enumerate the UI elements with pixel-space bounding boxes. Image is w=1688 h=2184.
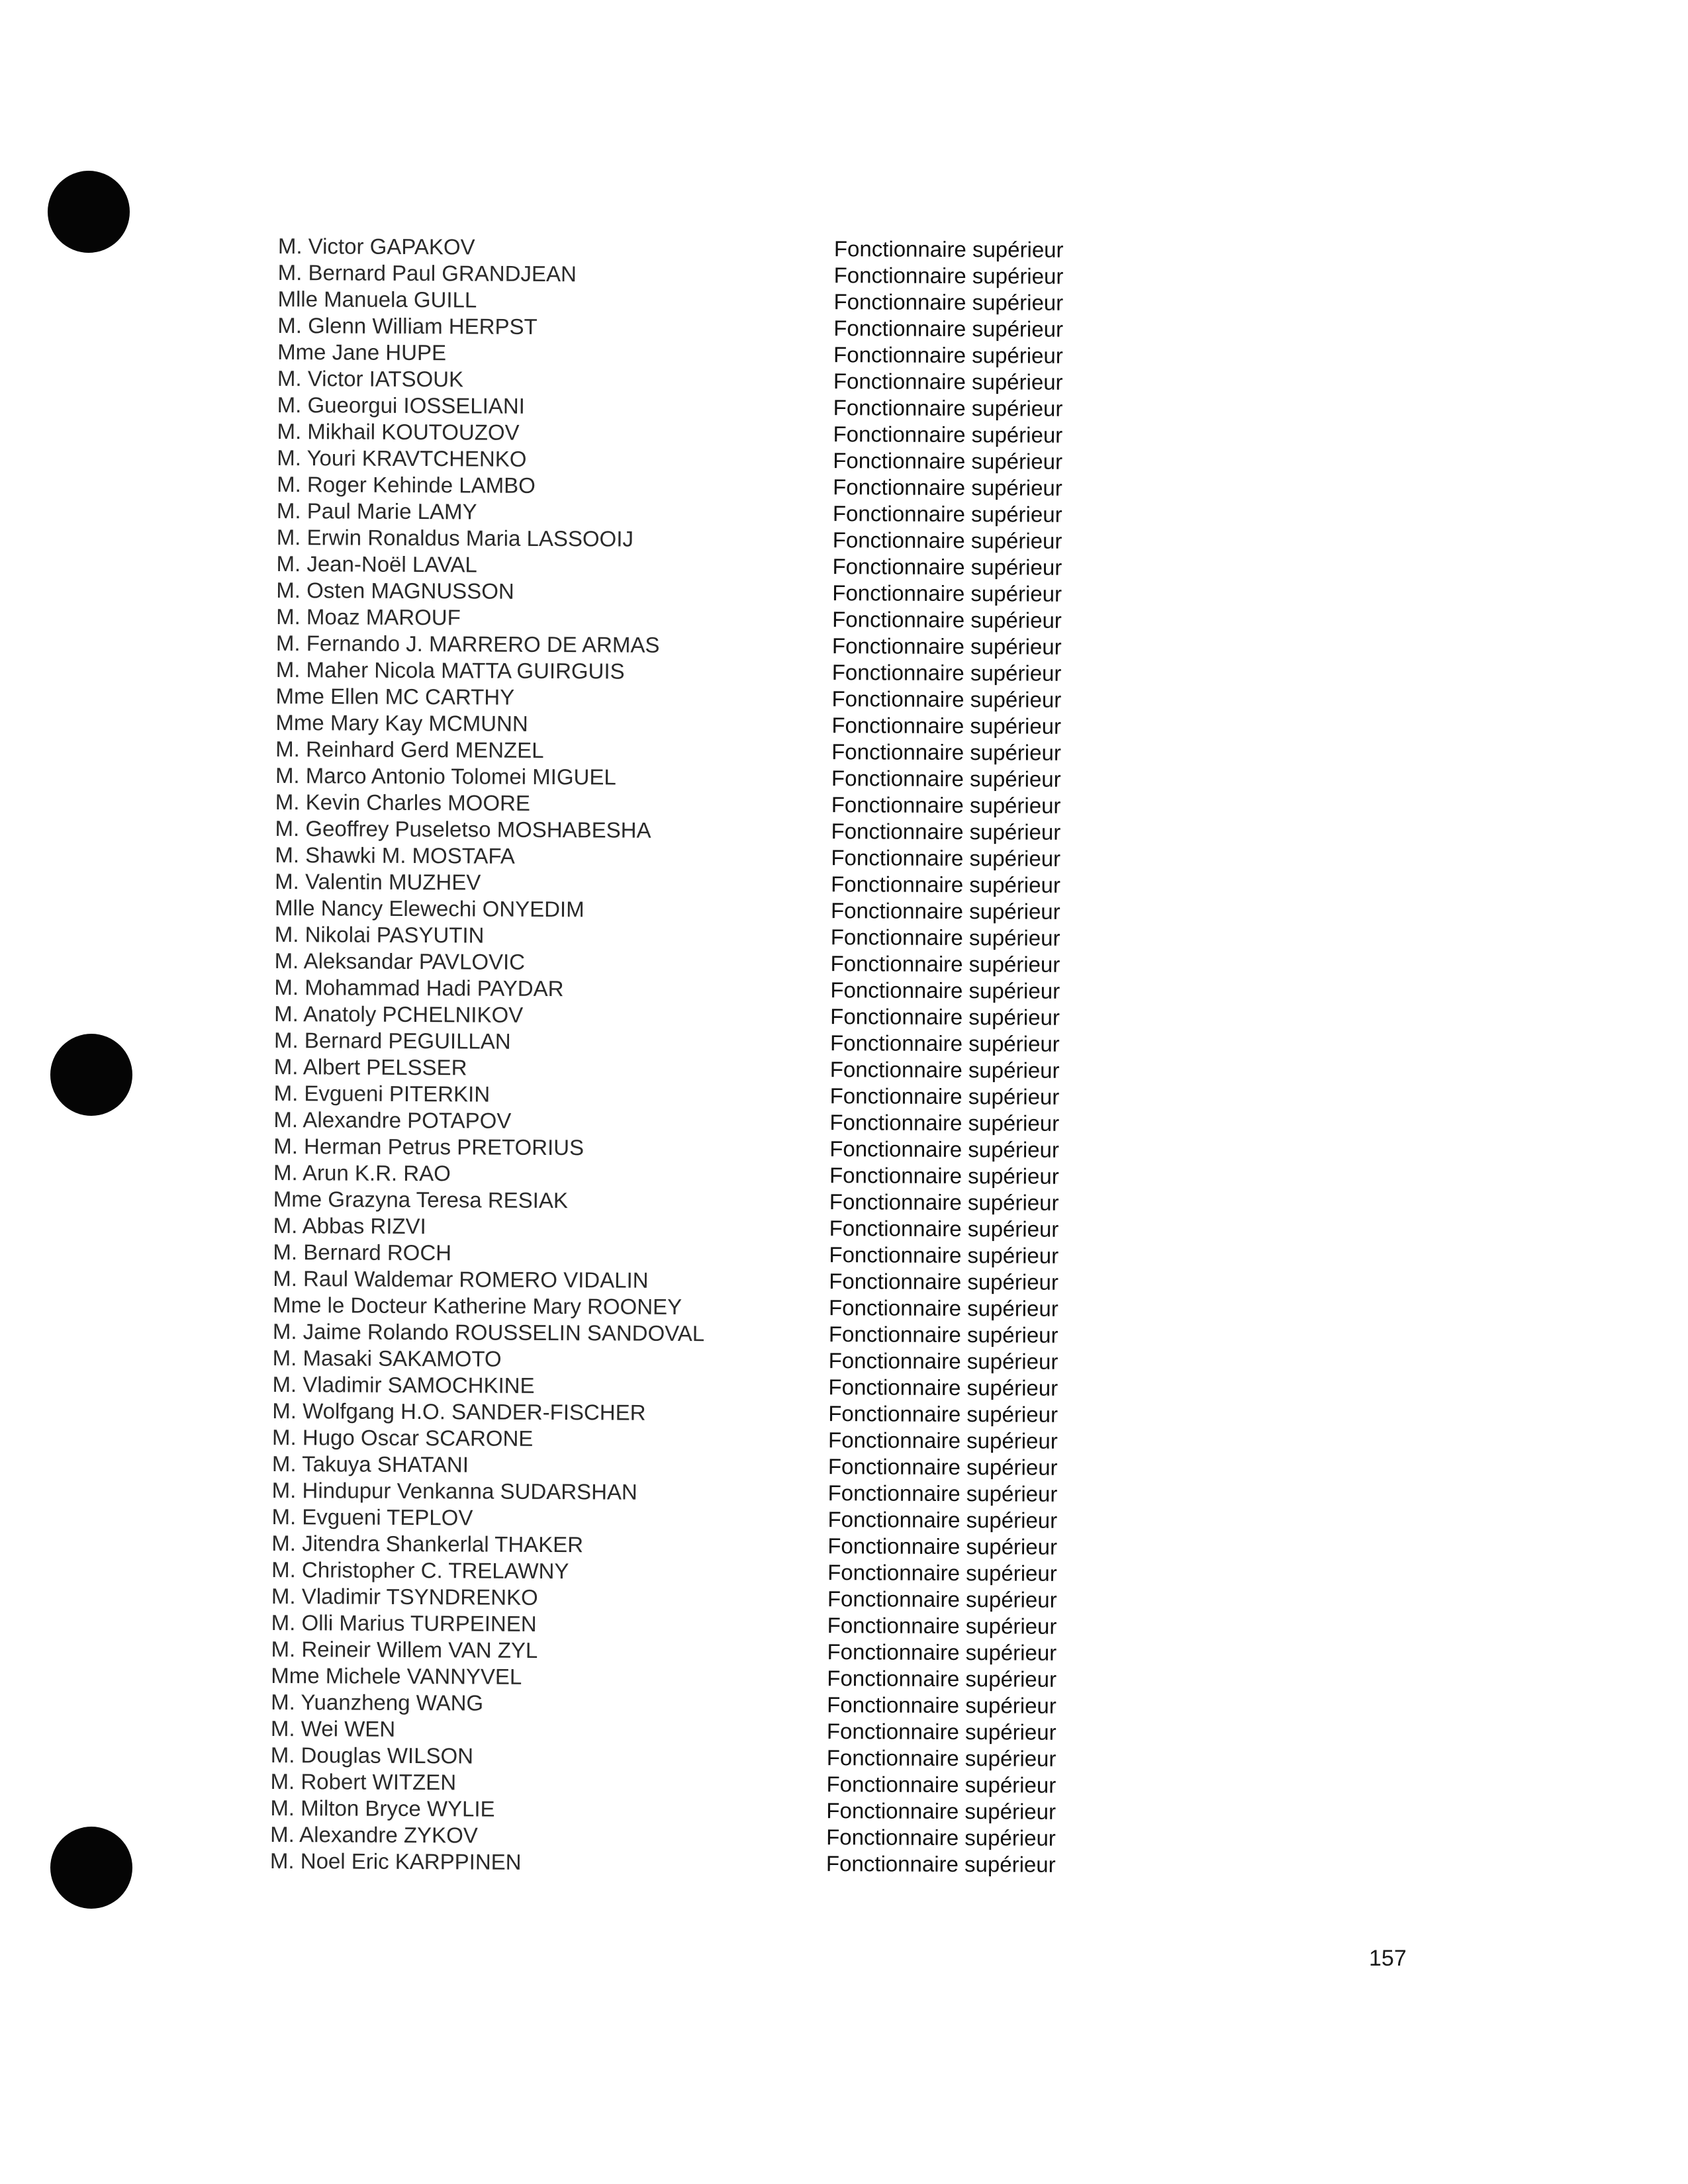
person-name: M. Victor IATSOUK bbox=[277, 365, 464, 392]
person-name: M. Victor GAPAKOV bbox=[277, 234, 475, 259]
person-name: M. Wolfgang H.O. SANDER-FISCHER bbox=[272, 1398, 646, 1425]
person-title: Fonctionnaire supérieur bbox=[827, 1613, 1057, 1639]
person-name: M. Hugo Oscar SCARONE bbox=[272, 1424, 534, 1451]
person-title: Fonctionnaire supérieur bbox=[828, 1428, 1058, 1453]
roster-row bbox=[273, 1107, 1147, 1137]
person-title: Fonctionnaire supérieur bbox=[833, 369, 1063, 394]
roster-row bbox=[271, 1689, 1145, 1719]
roster-row bbox=[276, 604, 1150, 634]
person-title: Fonctionnaire supérieur bbox=[829, 1136, 1060, 1162]
roster-row bbox=[275, 815, 1149, 846]
roster-row bbox=[276, 577, 1150, 608]
roster-row bbox=[272, 1398, 1146, 1428]
roster-row bbox=[275, 683, 1149, 713]
roster-row bbox=[274, 1001, 1148, 1031]
person-name: M. Jitendra Shankerlal THAKER bbox=[271, 1530, 584, 1557]
person-name: M. Noel Eric KARPPINEN bbox=[269, 1848, 522, 1874]
person-name: M. Mikhail KOUTOUZOV bbox=[277, 418, 520, 445]
roster-row bbox=[276, 551, 1150, 581]
roster-row bbox=[277, 524, 1150, 555]
page-number: 157 bbox=[1369, 1946, 1407, 1971]
person-name: M. Jean-Noël LAVAL bbox=[276, 551, 477, 577]
person-title: Fonctionnaire supérieur bbox=[827, 1480, 1058, 1506]
person-title: Fonctionnaire supérieur bbox=[828, 1295, 1058, 1321]
roster-row bbox=[273, 1212, 1147, 1243]
roster-row bbox=[272, 1424, 1146, 1455]
person-title: Fonctionnaire supérieur bbox=[829, 1030, 1060, 1056]
person-title: Fonctionnaire supérieur bbox=[833, 448, 1063, 474]
person-title: Fonctionnaire supérieur bbox=[828, 1348, 1058, 1374]
person-name: M. Abbas RIZVI bbox=[273, 1212, 426, 1239]
person-name: M. Masaki SAKAMOTO bbox=[272, 1345, 502, 1371]
roster-row bbox=[275, 948, 1149, 978]
person-title: Fonctionnaire supérieur bbox=[829, 1269, 1059, 1295]
roster-row bbox=[276, 657, 1150, 687]
person-title: Fonctionnaire supérieur bbox=[830, 1004, 1060, 1030]
person-title: Fonctionnaire supérieur bbox=[826, 1719, 1056, 1745]
roster-row bbox=[273, 1133, 1147, 1163]
roster-row bbox=[273, 1160, 1147, 1190]
roster-row bbox=[271, 1742, 1145, 1772]
person-name: M. Evgueni TEPLOV bbox=[271, 1504, 473, 1530]
person-title: Fonctionnaire supérieur bbox=[831, 792, 1061, 818]
person-name: M. Albert PELSSER bbox=[273, 1054, 467, 1080]
person-title: Fonctionnaire supérieur bbox=[831, 686, 1062, 712]
person-title: Fonctionnaire supérieur bbox=[826, 1798, 1056, 1824]
person-name: M. Yuanzheng WANG bbox=[271, 1689, 484, 1715]
person-title: Fonctionnaire supérieur bbox=[829, 1163, 1059, 1189]
roster-row bbox=[275, 736, 1149, 766]
person-name: Mme Ellen MC CARTHY bbox=[275, 683, 515, 709]
person-title: Fonctionnaire supérieur bbox=[833, 422, 1063, 447]
person-title: Fonctionnaire supérieur bbox=[831, 766, 1061, 792]
roster-row bbox=[277, 445, 1150, 475]
person-title: Fonctionnaire supérieur bbox=[831, 713, 1062, 739]
person-title: Fonctionnaire supérieur bbox=[827, 1560, 1057, 1586]
roster-row bbox=[277, 418, 1150, 449]
person-name: M. Valentin MUZHEV bbox=[275, 868, 481, 895]
person-title: Fonctionnaire supérieur bbox=[831, 660, 1062, 686]
person-title: Fonctionnaire supérieur bbox=[827, 1507, 1058, 1533]
roster-row bbox=[273, 1318, 1147, 1349]
punch-hole bbox=[50, 1827, 132, 1909]
person-name: M. Bernard Paul GRANDJEAN bbox=[277, 259, 577, 287]
person-name: M. Youri KRAVTCHENKO bbox=[277, 445, 527, 471]
person-title: Fonctionnaire supérieur bbox=[826, 1825, 1056, 1850]
staff-roster-list bbox=[270, 233, 1152, 1878]
person-title: Fonctionnaire supérieur bbox=[833, 236, 1064, 262]
person-name: M. Takuya SHATANI bbox=[271, 1451, 469, 1477]
person-name: Mlle Nancy Elewechi ONYEDIM bbox=[274, 895, 585, 922]
person-title: Fonctionnaire supérieur bbox=[832, 501, 1062, 527]
person-title: Fonctionnaire supérieur bbox=[829, 1110, 1060, 1136]
roster-row bbox=[278, 259, 1152, 290]
person-name: M. Maher Nicola MATTA GUIRGUIS bbox=[275, 657, 625, 684]
person-name: M. Shawki M. MOSTAFA bbox=[275, 842, 515, 868]
person-title: Fonctionnaire supérieur bbox=[830, 978, 1060, 1003]
person-name: M. Nikolai PASYUTIN bbox=[274, 921, 485, 948]
roster-row bbox=[277, 312, 1151, 343]
person-title: Fonctionnaire supérieur bbox=[826, 1745, 1056, 1771]
roster-row bbox=[278, 233, 1152, 263]
person-title: Fonctionnaire supérieur bbox=[827, 1639, 1057, 1665]
person-name: Mme Michele VANNYVEL bbox=[271, 1662, 522, 1689]
person-title: Fonctionnaire supérieur bbox=[831, 739, 1061, 765]
person-name: M. Hindupur Venkanna SUDARSHAN bbox=[271, 1477, 637, 1504]
person-title: Fonctionnaire supérieur bbox=[833, 289, 1064, 315]
person-name: M. Aleksandar PAVLOVIC bbox=[274, 948, 526, 974]
person-title: Fonctionnaire supérieur bbox=[831, 819, 1061, 844]
person-title: Fonctionnaire supérieur bbox=[829, 1189, 1059, 1215]
person-name: M. Robert WITZEN bbox=[270, 1768, 457, 1795]
roster-row bbox=[273, 1186, 1147, 1216]
person-name: M. Reineir Willem VAN ZYL bbox=[271, 1636, 538, 1662]
person-name: M. Herman Petrus PRETORIUS bbox=[273, 1133, 585, 1160]
person-title: Fonctionnaire supérieur bbox=[832, 527, 1062, 553]
person-name: M. Wei WEN bbox=[270, 1715, 396, 1741]
punch-hole bbox=[48, 171, 130, 253]
roster-row bbox=[275, 762, 1149, 793]
person-name: M. Erwin Ronaldus Maria LASSOOIJ bbox=[276, 524, 634, 551]
person-name: Mme Jane HUPE bbox=[277, 339, 447, 365]
person-name: M. Kevin Charles MOORE bbox=[275, 789, 530, 815]
person-name: M. Fernando J. MARRERO DE ARMAS bbox=[275, 630, 660, 657]
roster-row bbox=[271, 1662, 1145, 1693]
person-name: Mme Grazyna Teresa RESIAK bbox=[273, 1186, 569, 1213]
roster-row bbox=[277, 365, 1151, 396]
roster-row bbox=[271, 1636, 1145, 1666]
person-title: Fonctionnaire supérieur bbox=[833, 395, 1063, 421]
person-title: Fonctionnaire supérieur bbox=[827, 1692, 1056, 1718]
person-name: M. Vladimir SAMOCHKINE bbox=[272, 1371, 535, 1398]
person-name: M. Mohammad Hadi PAYDAR bbox=[274, 974, 564, 1001]
person-name: M. Christopher C. TRELAWNY bbox=[271, 1557, 569, 1584]
roster-row bbox=[273, 1292, 1147, 1322]
roster-row bbox=[277, 392, 1151, 422]
person-name: M. Osten MAGNUSSON bbox=[276, 577, 514, 604]
person-title: Fonctionnaire supérieur bbox=[827, 1586, 1057, 1612]
roster-row bbox=[270, 1848, 1144, 1878]
person-title: Fonctionnaire supérieur bbox=[832, 580, 1062, 606]
person-name: M. Geoffrey Puseletso MOSHABESHA bbox=[275, 815, 651, 842]
person-name: M. Olli Marius TURPEINEN bbox=[271, 1610, 537, 1636]
person-title: Fonctionnaire supérieur bbox=[829, 1083, 1060, 1109]
person-name: M. Anatoly PCHELNIKOV bbox=[274, 1001, 524, 1027]
roster-row bbox=[277, 498, 1150, 528]
person-title: Fonctionnaire supérieur bbox=[833, 475, 1062, 500]
person-title: Fonctionnaire supérieur bbox=[827, 1666, 1057, 1692]
person-title: Fonctionnaire supérieur bbox=[828, 1375, 1058, 1400]
person-title: Fonctionnaire supérieur bbox=[832, 554, 1062, 580]
roster-row bbox=[274, 974, 1148, 1005]
roster-row bbox=[274, 1080, 1148, 1111]
person-title: Fonctionnaire supérieur bbox=[826, 1772, 1056, 1797]
person-name: Mme Mary Kay MCMUNN bbox=[275, 709, 528, 736]
person-name: M. Arun K.R. RAO bbox=[273, 1160, 451, 1186]
roster-row bbox=[272, 1477, 1146, 1508]
person-title: Fonctionnaire supérieur bbox=[831, 633, 1062, 659]
person-name: M. Bernard ROCH bbox=[273, 1239, 452, 1265]
person-title: Fonctionnaire supérieur bbox=[829, 1057, 1060, 1083]
roster-row bbox=[277, 471, 1150, 502]
person-name: M. Jaime Rolando ROUSSELIN SANDOVAL bbox=[272, 1318, 705, 1346]
roster-row bbox=[270, 1768, 1144, 1799]
person-title: Fonctionnaire supérieur bbox=[833, 342, 1063, 368]
person-title: Fonctionnaire supérieur bbox=[827, 1454, 1058, 1480]
person-title: Fonctionnaire supérieur bbox=[829, 1242, 1059, 1268]
person-name: M. Milton Bryce WYLIE bbox=[270, 1795, 495, 1821]
roster-row bbox=[276, 630, 1150, 660]
person-name: M. Roger Kehinde LAMBO bbox=[277, 471, 536, 498]
roster-row bbox=[270, 1821, 1144, 1852]
person-title: Fonctionnaire supérieur bbox=[830, 951, 1060, 977]
person-title: Fonctionnaire supérieur bbox=[828, 1322, 1058, 1347]
person-name: M. Vladimir TSYNDRENKO bbox=[271, 1583, 538, 1610]
roster-row bbox=[275, 895, 1149, 925]
roster-row bbox=[274, 1027, 1148, 1058]
person-name: M. Paul Marie LAMY bbox=[276, 498, 477, 524]
roster-row bbox=[273, 1265, 1147, 1296]
roster-row bbox=[270, 1795, 1144, 1825]
person-name: M. Alexandre POTAPOV bbox=[273, 1107, 512, 1133]
person-title: Fonctionnaire supérieur bbox=[830, 898, 1060, 924]
person-name: M. Gueorgui IOSSELIANI bbox=[277, 392, 525, 418]
roster-row bbox=[274, 1054, 1148, 1084]
person-name: Mlle Manuela GUILL bbox=[277, 286, 477, 312]
person-title: Fonctionnaire supérieur bbox=[833, 316, 1064, 341]
roster-row bbox=[271, 1715, 1145, 1746]
roster-row bbox=[277, 339, 1151, 369]
punch-hole bbox=[50, 1034, 132, 1116]
roster-row bbox=[275, 842, 1149, 872]
person-title: Fonctionnaire supérieur bbox=[831, 872, 1060, 897]
person-name: Mme le Docteur Katherine Mary ROONEY bbox=[272, 1292, 682, 1320]
roster-row bbox=[271, 1610, 1145, 1640]
roster-row bbox=[273, 1345, 1147, 1375]
person-name: M. Reinhard Gerd MENZEL bbox=[275, 736, 544, 762]
person-title: Fonctionnaire supérieur bbox=[830, 925, 1060, 950]
person-title: Fonctionnaire supérieur bbox=[832, 607, 1062, 633]
person-title: Fonctionnaire supérieur bbox=[825, 1851, 1056, 1877]
person-title: Fonctionnaire supérieur bbox=[833, 263, 1064, 289]
person-name: M. Raul Waldemar ROMERO VIDALIN bbox=[273, 1265, 649, 1293]
person-title: Fonctionnaire supérieur bbox=[829, 1216, 1059, 1242]
roster-row bbox=[271, 1530, 1145, 1561]
person-name: M. Glenn William HERPST bbox=[277, 312, 538, 339]
person-name: M. Marco Antonio Tolomei MIGUEL bbox=[275, 762, 616, 790]
roster-row bbox=[271, 1504, 1145, 1534]
roster-row bbox=[275, 921, 1149, 952]
person-name: M. Alexandre ZYKOV bbox=[270, 1821, 478, 1848]
roster-row bbox=[277, 286, 1151, 316]
roster-row bbox=[271, 1583, 1145, 1614]
person-name: M. Bernard PEGUILLAN bbox=[273, 1027, 511, 1054]
roster-row bbox=[272, 1371, 1146, 1402]
roster-row bbox=[272, 1451, 1146, 1481]
person-name: M. Douglas WILSON bbox=[270, 1742, 474, 1768]
roster-row bbox=[275, 868, 1149, 899]
person-title: Fonctionnaire supérieur bbox=[827, 1533, 1058, 1559]
person-name: M. Evgueni PITERKIN bbox=[273, 1080, 491, 1107]
roster-row bbox=[275, 709, 1149, 740]
person-name: M. Moaz MAROUF bbox=[276, 604, 461, 630]
person-title: Fonctionnaire supérieur bbox=[831, 845, 1061, 871]
roster-row bbox=[271, 1557, 1145, 1587]
roster-row bbox=[273, 1239, 1147, 1269]
roster-row bbox=[275, 789, 1149, 819]
person-title: Fonctionnaire supérieur bbox=[828, 1401, 1058, 1427]
